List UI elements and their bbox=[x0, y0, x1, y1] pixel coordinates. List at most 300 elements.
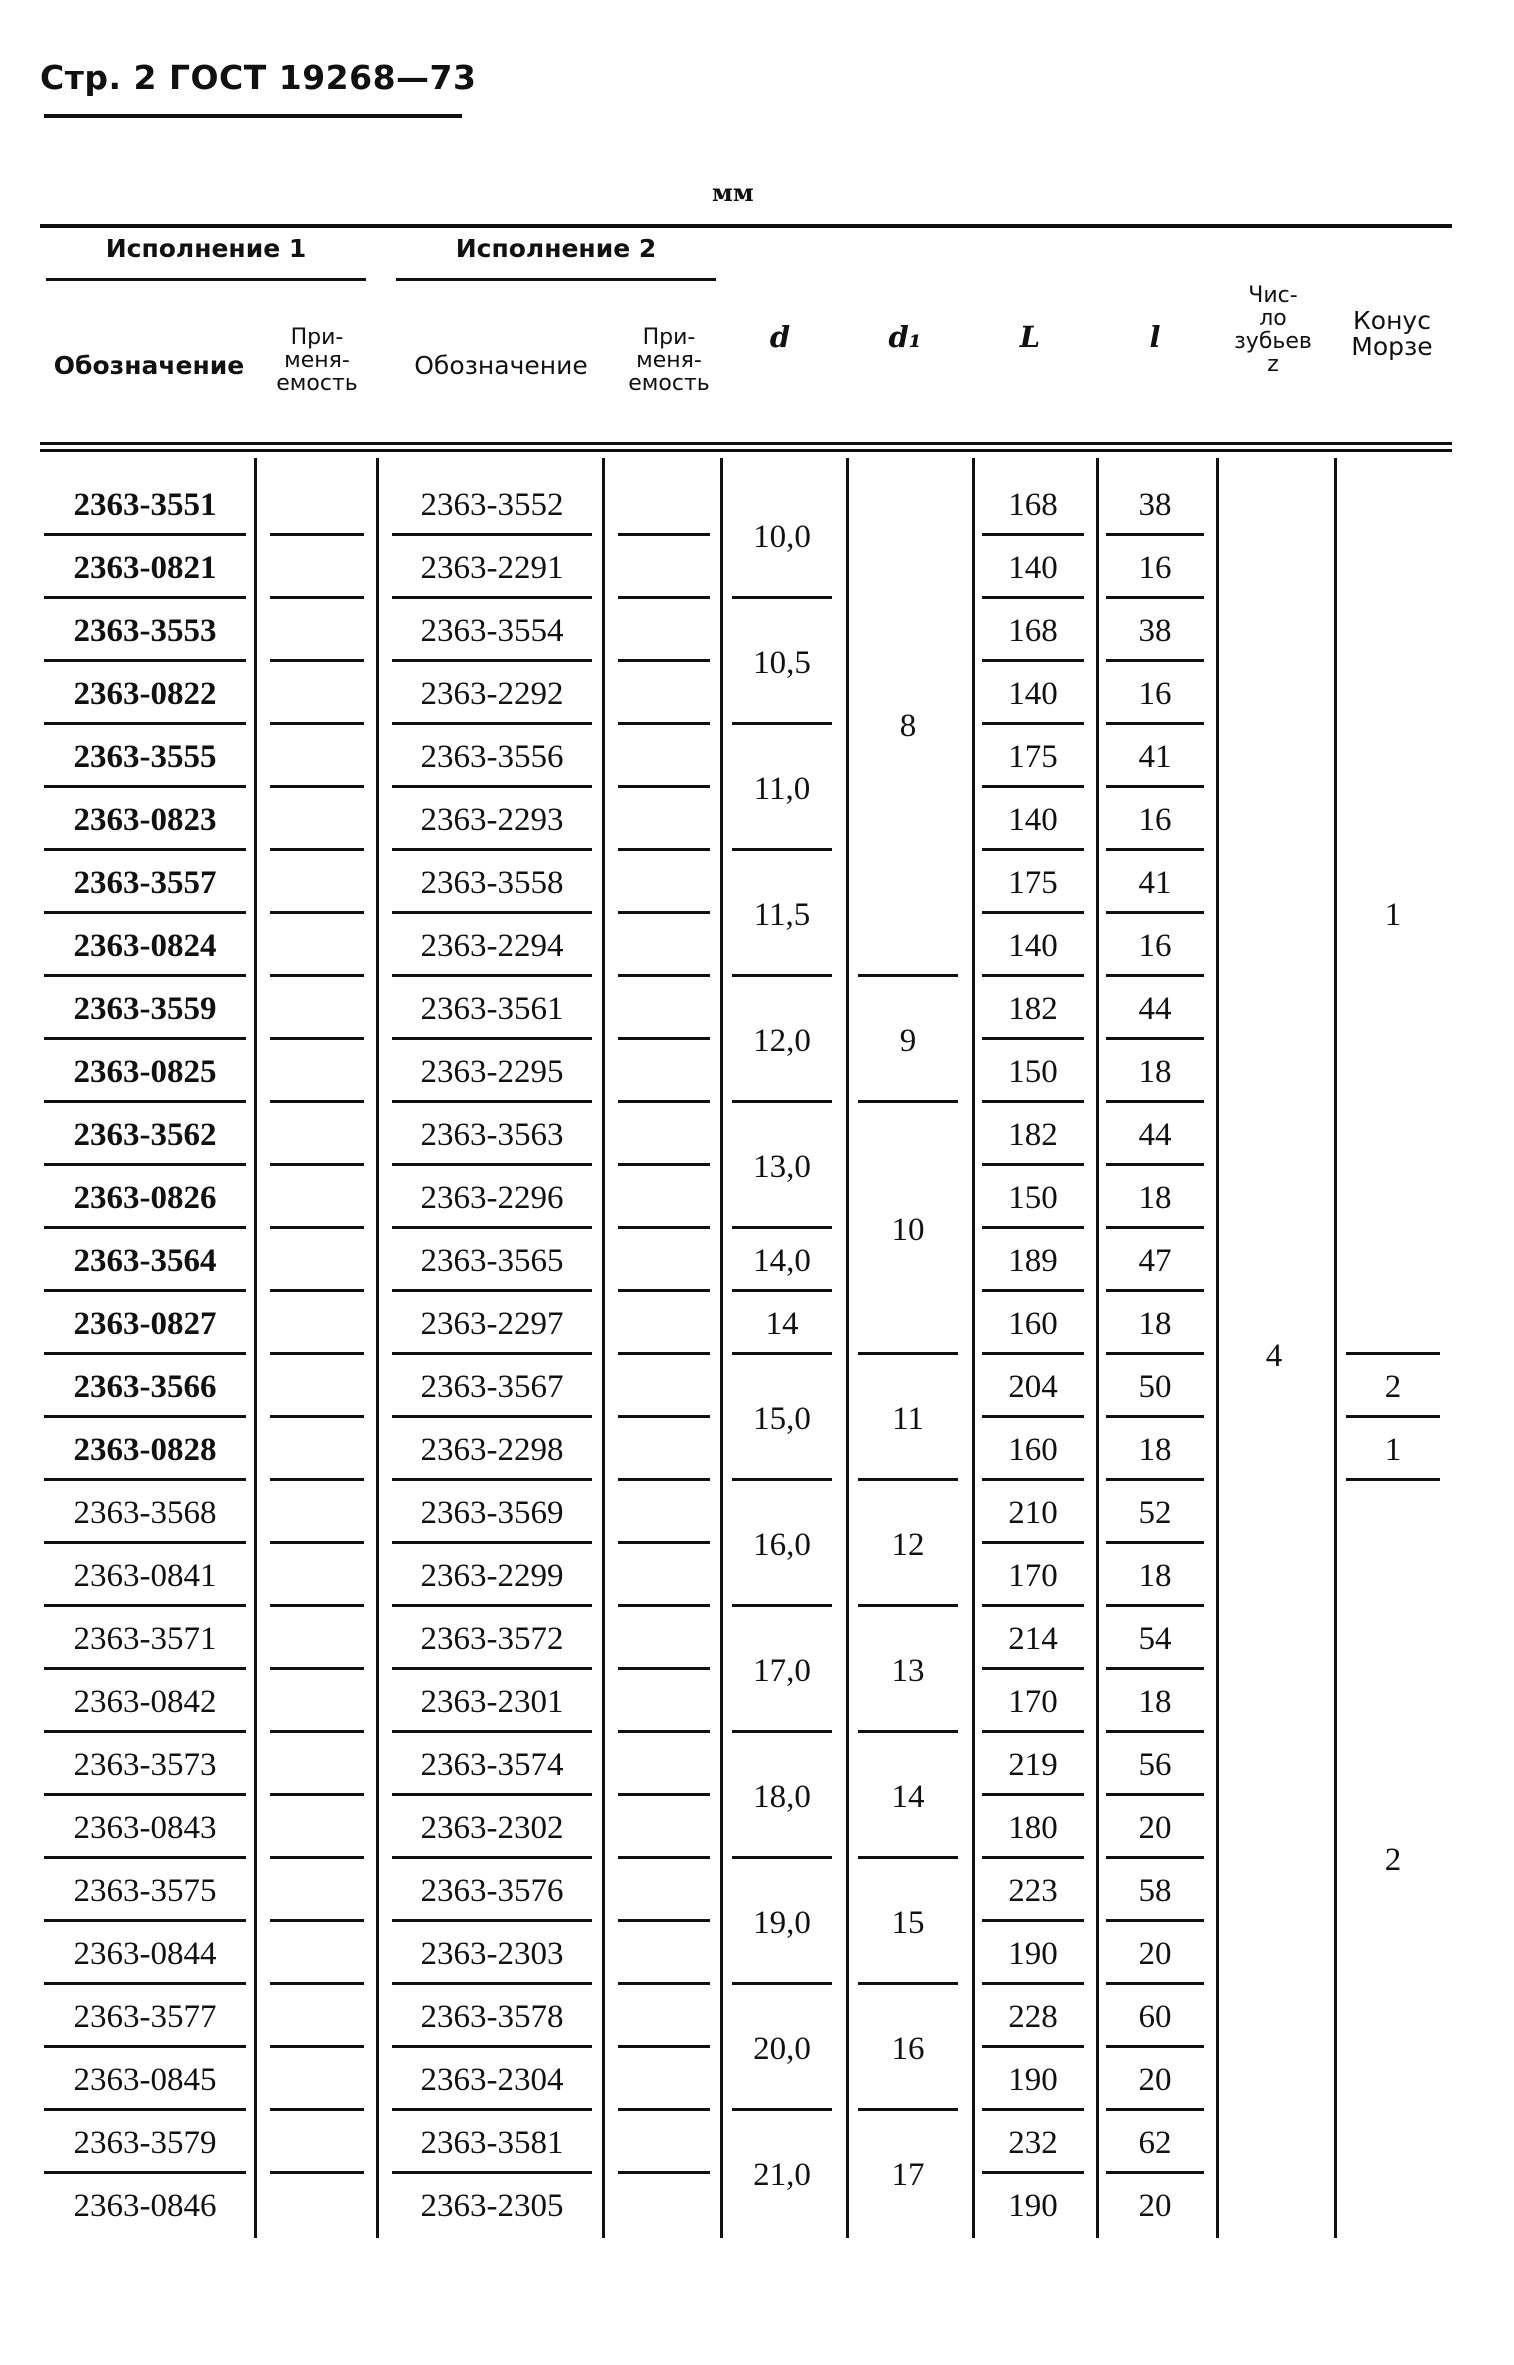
row-underline bbox=[982, 1856, 1084, 1859]
group-underline bbox=[732, 1730, 832, 1733]
length-l-cell: 18 bbox=[1138, 1684, 1172, 1720]
row-underline bbox=[618, 1100, 710, 1103]
group-underline bbox=[858, 1352, 958, 1355]
row-underline bbox=[982, 1667, 1084, 1670]
row-underline bbox=[270, 848, 364, 851]
designation-cell: 2363-0841 bbox=[73, 1558, 217, 1594]
length-L-cell: 214 bbox=[1008, 1621, 1058, 1657]
designation-cell: 2363-3568 bbox=[73, 1495, 217, 1531]
row-underline bbox=[1106, 1541, 1204, 1544]
header-l: l bbox=[1149, 320, 1161, 354]
designation-cell: 2363-0843 bbox=[73, 1810, 217, 1846]
designation-cell: 2363-2296 bbox=[420, 1180, 564, 1216]
designation-cell: 2363-0826 bbox=[73, 1180, 217, 1216]
length-L-cell: 168 bbox=[1008, 613, 1058, 649]
header-d: d bbox=[769, 320, 791, 354]
length-L-cell: 168 bbox=[1008, 487, 1058, 523]
length-l-cell: 41 bbox=[1138, 739, 1172, 775]
designation-cell: 2363-0845 bbox=[73, 2062, 217, 2098]
row-underline bbox=[392, 974, 592, 977]
diameter-d-cell: 11,5 bbox=[753, 896, 811, 933]
length-l-cell: 18 bbox=[1138, 1054, 1172, 1090]
length-L-cell: 204 bbox=[1008, 1369, 1058, 1405]
designation-cell: 2363-3557 bbox=[73, 865, 217, 901]
row-underline bbox=[618, 1541, 710, 1544]
designation-cell: 2363-3572 bbox=[420, 1621, 564, 1657]
length-L-cell: 140 bbox=[1008, 802, 1058, 838]
row-underline bbox=[392, 1415, 592, 1418]
group-underline bbox=[732, 1478, 832, 1481]
row-underline bbox=[270, 1037, 364, 1040]
row-underline bbox=[1106, 722, 1204, 725]
length-L-cell: 160 bbox=[1008, 1432, 1058, 1468]
row-underline bbox=[392, 1856, 592, 1859]
length-l-cell: 56 bbox=[1138, 1747, 1172, 1783]
header-morse: Конус Морзе bbox=[1351, 306, 1433, 362]
diameter-d-cell: 15,0 bbox=[753, 1400, 811, 1437]
diameter-d-cell: 10,0 bbox=[753, 518, 811, 555]
length-l-cell: 60 bbox=[1138, 1999, 1172, 2035]
row-underline bbox=[44, 659, 246, 662]
row-underline bbox=[44, 533, 246, 536]
row-underline bbox=[1106, 2171, 1204, 2174]
row-underline bbox=[44, 911, 246, 914]
row-underline bbox=[618, 1604, 710, 1607]
length-L-cell: 170 bbox=[1008, 1684, 1058, 1720]
page-header: Стр. 2 ГОСТ 19268—73 bbox=[40, 58, 477, 97]
row-underline bbox=[982, 596, 1084, 599]
designation-cell: 2363-3573 bbox=[73, 1747, 217, 1783]
row-underline bbox=[618, 1856, 710, 1859]
row-underline bbox=[982, 722, 1084, 725]
row-underline bbox=[618, 2171, 710, 2174]
row-underline bbox=[270, 1541, 364, 1544]
diameter-d-cell: 12,0 bbox=[753, 1022, 811, 1059]
row-underline bbox=[270, 1919, 364, 1922]
row-underline bbox=[1106, 1415, 1204, 1418]
row-underline bbox=[270, 2171, 364, 2174]
row-underline bbox=[44, 1163, 246, 1166]
designation-cell: 2363-0846 bbox=[73, 2188, 217, 2224]
designation-cell: 2363-2293 bbox=[420, 802, 564, 838]
row-underline bbox=[44, 1226, 246, 1229]
diameter-d1-cell: 11 bbox=[892, 1400, 924, 1437]
row-underline bbox=[618, 1163, 710, 1166]
designation-cell: 2363-3564 bbox=[73, 1243, 217, 1279]
length-L-cell: 140 bbox=[1008, 676, 1058, 712]
row-underline bbox=[618, 1352, 710, 1355]
row-underline bbox=[392, 596, 592, 599]
length-l-cell: 52 bbox=[1138, 1495, 1172, 1531]
diameter-d-cell: 16,0 bbox=[753, 1526, 811, 1563]
diameter-d-cell: 10,5 bbox=[753, 644, 811, 681]
row-underline bbox=[1106, 659, 1204, 662]
row-underline bbox=[1106, 974, 1204, 977]
length-L-cell: 190 bbox=[1008, 1936, 1058, 1972]
designation-cell: 2363-3555 bbox=[73, 739, 217, 775]
row-underline bbox=[392, 848, 592, 851]
row-underline bbox=[44, 1730, 246, 1733]
designation-cell: 2363-0824 bbox=[73, 928, 217, 964]
row-underline bbox=[1106, 1982, 1204, 1985]
diameter-d-cell: 14 bbox=[765, 1306, 799, 1342]
table-top-rule bbox=[40, 224, 1452, 228]
row-underline bbox=[982, 2045, 1084, 2048]
diameter-d-cell: 18,0 bbox=[753, 1778, 811, 1815]
row-underline bbox=[618, 1226, 710, 1229]
group-underline bbox=[858, 974, 958, 977]
designation-cell: 2363-2297 bbox=[420, 1306, 564, 1342]
row-underline bbox=[44, 848, 246, 851]
diameter-d-cell: 20,0 bbox=[753, 2030, 811, 2067]
length-L-cell: 175 bbox=[1008, 739, 1058, 775]
row-underline bbox=[270, 1352, 364, 1355]
designation-cell: 2363-0821 bbox=[73, 550, 217, 586]
length-L-cell: 228 bbox=[1008, 1999, 1058, 2035]
header-bottom-rule-2 bbox=[40, 449, 1452, 452]
designation-cell: 2363-3571 bbox=[73, 1621, 217, 1657]
header-designation-1: Обозначение bbox=[53, 351, 245, 380]
row-underline bbox=[982, 848, 1084, 851]
diameter-d1-cell: 14 bbox=[891, 1778, 925, 1815]
designation-cell: 2363-3566 bbox=[73, 1369, 217, 1405]
designation-cell: 2363-3563 bbox=[420, 1117, 564, 1153]
row-underline bbox=[392, 1604, 592, 1607]
morse-taper-cell: 1 bbox=[1384, 1432, 1402, 1468]
row-underline bbox=[618, 1289, 710, 1292]
designation-cell: 2363-3565 bbox=[420, 1243, 564, 1279]
designation-cell: 2363-3561 bbox=[420, 991, 564, 1027]
group-underline bbox=[858, 1604, 958, 1607]
designation-cell: 2363-2301 bbox=[420, 1684, 564, 1720]
designation-cell: 2363-0823 bbox=[73, 802, 217, 838]
row-underline bbox=[270, 533, 364, 536]
row-underline bbox=[618, 848, 710, 851]
row-underline bbox=[1106, 1604, 1204, 1607]
row-underline bbox=[982, 911, 1084, 914]
row-underline bbox=[270, 1730, 364, 1733]
row-underline bbox=[270, 1667, 364, 1670]
row-underline bbox=[982, 1226, 1084, 1229]
row-underline bbox=[982, 1919, 1084, 1922]
row-underline bbox=[270, 1226, 364, 1229]
length-L-cell: 190 bbox=[1008, 2188, 1058, 2224]
group-underline bbox=[732, 974, 832, 977]
designation-cell: 2363-0822 bbox=[73, 676, 217, 712]
length-l-cell: 16 bbox=[1138, 928, 1172, 964]
row-underline bbox=[982, 785, 1084, 788]
row-underline bbox=[44, 2108, 246, 2111]
row-underline bbox=[44, 785, 246, 788]
column-divider bbox=[254, 458, 257, 2238]
designation-cell: 2363-3579 bbox=[73, 2125, 217, 2161]
row-underline bbox=[982, 1793, 1084, 1796]
row-underline bbox=[982, 1352, 1084, 1355]
designation-cell: 2363-2299 bbox=[420, 1558, 564, 1594]
length-L-cell: 140 bbox=[1008, 550, 1058, 586]
row-underline bbox=[270, 1793, 364, 1796]
morse-taper-cell: 2 bbox=[1384, 1841, 1402, 1878]
row-underline bbox=[44, 1604, 246, 1607]
designation-cell: 2363-3559 bbox=[73, 991, 217, 1027]
row-underline bbox=[44, 1919, 246, 1922]
row-underline bbox=[618, 2108, 710, 2111]
row-underline bbox=[392, 1730, 592, 1733]
designation-cell: 2363-2303 bbox=[420, 1936, 564, 1972]
row-underline bbox=[392, 1100, 592, 1103]
length-L-cell: 182 bbox=[1008, 991, 1058, 1027]
row-underline bbox=[1106, 911, 1204, 914]
length-l-cell: 18 bbox=[1138, 1306, 1172, 1342]
header-designation-2: Обозначение bbox=[414, 351, 588, 380]
row-underline bbox=[270, 1478, 364, 1481]
diameter-d-cell: 14,0 bbox=[753, 1243, 811, 1279]
length-l-cell: 20 bbox=[1138, 2062, 1172, 2098]
length-L-cell: 219 bbox=[1008, 1747, 1058, 1783]
row-underline bbox=[44, 974, 246, 977]
diameter-d1-cell: 13 bbox=[891, 1652, 925, 1689]
row-underline bbox=[44, 1667, 246, 1670]
row-underline bbox=[270, 659, 364, 662]
designation-cell: 2363-0825 bbox=[73, 1054, 217, 1090]
row-underline bbox=[270, 1163, 364, 1166]
designation-cell: 2363-0842 bbox=[73, 1684, 217, 1720]
header-variant2: Исполнение 2 bbox=[455, 234, 657, 263]
designation-cell: 2363-2305 bbox=[420, 2188, 564, 2224]
row-underline bbox=[1106, 1730, 1204, 1733]
header-variant1: Исполнение 1 bbox=[105, 234, 307, 263]
length-l-cell: 20 bbox=[1138, 1936, 1172, 1972]
row-underline bbox=[982, 1604, 1084, 1607]
length-l-cell: 20 bbox=[1138, 1810, 1172, 1846]
teeth-count-cell: 4 bbox=[1265, 1337, 1283, 1374]
row-underline bbox=[392, 1541, 592, 1544]
designation-cell: 2363-2295 bbox=[420, 1054, 564, 1090]
column-divider bbox=[602, 458, 605, 2238]
row-underline bbox=[618, 1037, 710, 1040]
row-underline bbox=[618, 1982, 710, 1985]
designation-cell: 2363-3551 bbox=[73, 487, 217, 523]
row-underline bbox=[982, 1163, 1084, 1166]
designation-cell: 2363-3558 bbox=[420, 865, 564, 901]
length-l-cell: 58 bbox=[1138, 1873, 1172, 1909]
designation-cell: 2363-3578 bbox=[420, 1999, 564, 2035]
row-underline bbox=[392, 2171, 592, 2174]
length-L-cell: 150 bbox=[1008, 1180, 1058, 1216]
designation-cell: 2363-3562 bbox=[73, 1117, 217, 1153]
row-underline bbox=[1106, 1352, 1204, 1355]
row-underline bbox=[44, 1478, 246, 1481]
designation-cell: 2363-3577 bbox=[73, 1999, 217, 2035]
diameter-d-cell: 21,0 bbox=[753, 2156, 811, 2193]
length-L-cell: 150 bbox=[1008, 1054, 1058, 1090]
length-l-cell: 41 bbox=[1138, 865, 1172, 901]
header-bottom-rule bbox=[40, 442, 1452, 445]
row-underline bbox=[270, 1604, 364, 1607]
group-underline bbox=[1346, 1352, 1440, 1355]
row-underline bbox=[392, 1163, 592, 1166]
row-underline bbox=[982, 2171, 1084, 2174]
group-underline bbox=[732, 1289, 832, 1292]
row-underline bbox=[982, 1100, 1084, 1103]
row-underline bbox=[392, 2108, 592, 2111]
header-variant1-rule bbox=[46, 278, 366, 281]
column-divider bbox=[376, 458, 379, 2238]
group-underline bbox=[732, 1982, 832, 1985]
group-underline bbox=[732, 848, 832, 851]
row-underline bbox=[270, 1856, 364, 1859]
group-underline bbox=[1346, 1415, 1440, 1418]
designation-cell: 2363-3552 bbox=[420, 487, 564, 523]
row-underline bbox=[392, 785, 592, 788]
designation-cell: 2363-2291 bbox=[420, 550, 564, 586]
row-underline bbox=[1106, 1856, 1204, 1859]
row-underline bbox=[1106, 1289, 1204, 1292]
length-l-cell: 16 bbox=[1138, 550, 1172, 586]
row-underline bbox=[44, 1793, 246, 1796]
row-underline bbox=[392, 911, 592, 914]
unit-label: мм bbox=[712, 178, 754, 207]
length-l-cell: 16 bbox=[1138, 676, 1172, 712]
diameter-d1-cell: 10 bbox=[891, 1211, 925, 1248]
length-l-cell: 47 bbox=[1138, 1243, 1172, 1279]
designation-cell: 2363-2304 bbox=[420, 2062, 564, 2098]
row-underline bbox=[1106, 533, 1204, 536]
row-underline bbox=[1106, 1037, 1204, 1040]
length-l-cell: 50 bbox=[1138, 1369, 1172, 1405]
row-underline bbox=[270, 911, 364, 914]
row-underline bbox=[270, 1289, 364, 1292]
group-underline bbox=[732, 596, 832, 599]
row-underline bbox=[270, 974, 364, 977]
designation-cell: 2363-3569 bbox=[420, 1495, 564, 1531]
group-underline bbox=[858, 1730, 958, 1733]
diameter-d1-cell: 16 bbox=[891, 2030, 925, 2067]
length-L-cell: 190 bbox=[1008, 2062, 1058, 2098]
row-underline bbox=[1106, 1100, 1204, 1103]
diameter-d1-cell: 9 bbox=[899, 1022, 917, 1059]
row-underline bbox=[44, 2171, 246, 2174]
header-applicability-2: При- меня- емость bbox=[628, 325, 710, 397]
row-underline bbox=[44, 1037, 246, 1040]
row-underline bbox=[1106, 2108, 1204, 2111]
row-underline bbox=[44, 596, 246, 599]
designation-cell: 2363-3567 bbox=[420, 1369, 564, 1405]
row-underline bbox=[270, 596, 364, 599]
row-underline bbox=[1106, 1163, 1204, 1166]
length-L-cell: 182 bbox=[1008, 1117, 1058, 1153]
group-underline bbox=[732, 1226, 832, 1229]
group-underline bbox=[858, 1982, 958, 1985]
designation-cell: 2363-0827 bbox=[73, 1306, 217, 1342]
length-l-cell: 44 bbox=[1138, 1117, 1172, 1153]
row-underline bbox=[392, 2045, 592, 2048]
row-underline bbox=[270, 1100, 364, 1103]
length-L-cell: 170 bbox=[1008, 1558, 1058, 1594]
row-underline bbox=[618, 1667, 710, 1670]
row-underline bbox=[392, 1226, 592, 1229]
row-underline bbox=[1106, 1226, 1204, 1229]
row-underline bbox=[392, 1478, 592, 1481]
row-underline bbox=[618, 1919, 710, 1922]
group-underline bbox=[1346, 1478, 1440, 1481]
row-underline bbox=[1106, 1919, 1204, 1922]
diameter-d-cell: 13,0 bbox=[753, 1148, 811, 1185]
length-L-cell: 175 bbox=[1008, 865, 1058, 901]
row-underline bbox=[618, 533, 710, 536]
row-underline bbox=[392, 533, 592, 536]
row-underline bbox=[982, 2108, 1084, 2111]
row-underline bbox=[44, 2045, 246, 2048]
group-underline bbox=[732, 1856, 832, 1859]
row-underline bbox=[982, 533, 1084, 536]
designation-cell: 2363-3554 bbox=[420, 613, 564, 649]
length-L-cell: 223 bbox=[1008, 1873, 1058, 1909]
row-underline bbox=[982, 1037, 1084, 1040]
length-L-cell: 140 bbox=[1008, 928, 1058, 964]
group-underline bbox=[858, 1856, 958, 1859]
row-underline bbox=[1106, 848, 1204, 851]
row-underline bbox=[982, 1730, 1084, 1733]
length-l-cell: 18 bbox=[1138, 1432, 1172, 1468]
row-underline bbox=[982, 1478, 1084, 1481]
length-L-cell: 189 bbox=[1008, 1243, 1058, 1279]
group-underline bbox=[858, 2108, 958, 2111]
header-rule bbox=[44, 114, 462, 118]
length-L-cell: 180 bbox=[1008, 1810, 1058, 1846]
diameter-d1-cell: 15 bbox=[891, 1904, 925, 1941]
designation-cell: 2363-2292 bbox=[420, 676, 564, 712]
designation-cell: 2363-3581 bbox=[420, 2125, 564, 2161]
row-underline bbox=[392, 1667, 592, 1670]
row-underline bbox=[44, 1982, 246, 1985]
designation-cell: 2363-3575 bbox=[73, 1873, 217, 1909]
row-underline bbox=[618, 2045, 710, 2048]
designation-cell: 2363-2294 bbox=[420, 928, 564, 964]
row-underline bbox=[44, 722, 246, 725]
designation-cell: 2363-3553 bbox=[73, 613, 217, 649]
group-underline bbox=[858, 1100, 958, 1103]
row-underline bbox=[618, 722, 710, 725]
designation-cell: 2363-2302 bbox=[420, 1810, 564, 1846]
row-underline bbox=[1106, 1667, 1204, 1670]
length-l-cell: 38 bbox=[1138, 613, 1172, 649]
row-underline bbox=[618, 1415, 710, 1418]
diameter-d1-cell: 17 bbox=[891, 2156, 925, 2193]
designation-cell: 2363-2298 bbox=[420, 1432, 564, 1468]
row-underline bbox=[392, 1982, 592, 1985]
length-l-cell: 18 bbox=[1138, 1180, 1172, 1216]
designation-cell: 2363-3556 bbox=[420, 739, 564, 775]
row-underline bbox=[618, 974, 710, 977]
row-underline bbox=[270, 1415, 364, 1418]
row-underline bbox=[618, 785, 710, 788]
row-underline bbox=[44, 1352, 246, 1355]
row-underline bbox=[982, 1415, 1084, 1418]
row-underline bbox=[44, 1856, 246, 1859]
designation-cell: 2363-0844 bbox=[73, 1936, 217, 1972]
diameter-d-cell: 17,0 bbox=[753, 1652, 811, 1689]
row-underline bbox=[1106, 596, 1204, 599]
morse-taper-cell: 1 bbox=[1384, 896, 1402, 933]
row-underline bbox=[270, 1982, 364, 1985]
row-underline bbox=[270, 2108, 364, 2111]
row-underline bbox=[982, 974, 1084, 977]
length-l-cell: 16 bbox=[1138, 802, 1172, 838]
row-underline bbox=[1106, 2045, 1204, 2048]
row-underline bbox=[618, 596, 710, 599]
group-underline bbox=[732, 2108, 832, 2111]
